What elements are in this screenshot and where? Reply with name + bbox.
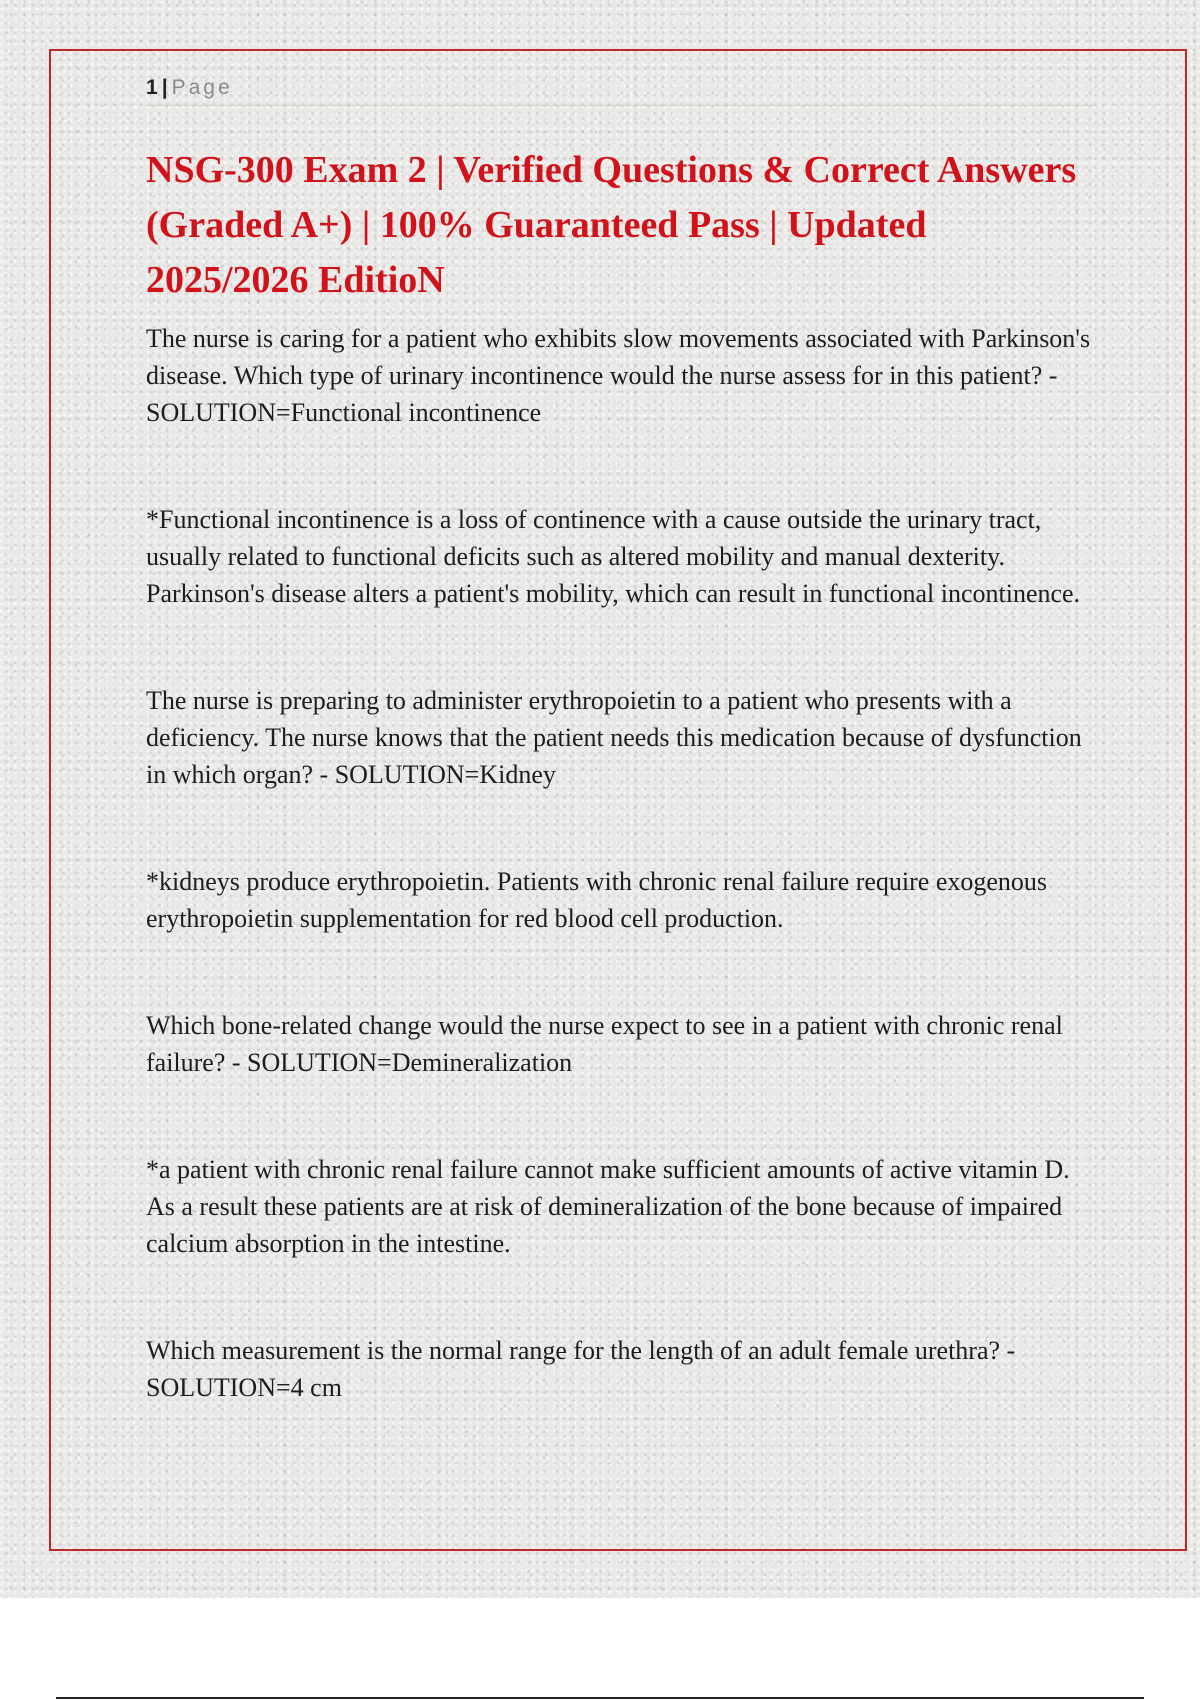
rationale-1: *Functional incontinence is a loss of continence with a cause outside the urinary tract, usually related to functional deficits such as altered mobility and manual dexterity. Parkinson's disease alters a patient's mobility, which can result in functional incontinence. [146, 505, 1081, 608]
rationale-3: *a patient with chronic renal failure cannot make sufficient amounts of active vitamin D. As a result these patients are at risk of demineralization of the bone because of impaired calcium absorption in the intestine. [146, 1155, 1070, 1258]
page-number-separator: | [161, 76, 168, 99]
page-number-header [146, 74, 1096, 106]
page-label: Page [171, 76, 233, 99]
document-body [146, 320, 1101, 1476]
document-title: NSG-300 Exam 2 | Verified Questions & Correct Answers (Graded A+) | 100% Guaranteed Pass | Updated 2025/2026 EditioN [146, 149, 1077, 301]
question-1: The nurse is caring for a patient who exhibits slow movements associated with Parkinson's disease. Which type of urinary incontinence would the nurse assess for in this patient? - SOLUTION=Functional incontinence [146, 324, 1091, 427]
page-number: 1 [146, 76, 158, 99]
question-2: The nurse is preparing to administer erythropoietin to a patient who presents with a deficiency. The nurse knows that the patient needs this medication because of dysfunction in which organ? - SOLUTION=Kidney [146, 686, 1082, 789]
rationale-2: *kidneys produce erythropoietin. Patients with chronic renal failure require exogenous erythropoietin supplementation for red blood cell production. [146, 867, 1048, 933]
bottom-divider [56, 1697, 1144, 1699]
question-4: Which measurement is the normal range for the length of an adult female urethra? - SOLUTION=4 cm [146, 1336, 1016, 1402]
question-3: Which bone-related change would the nurse expect to see in a patient with chronic renal failure? - SOLUTION=Demineralization [146, 1011, 1063, 1077]
